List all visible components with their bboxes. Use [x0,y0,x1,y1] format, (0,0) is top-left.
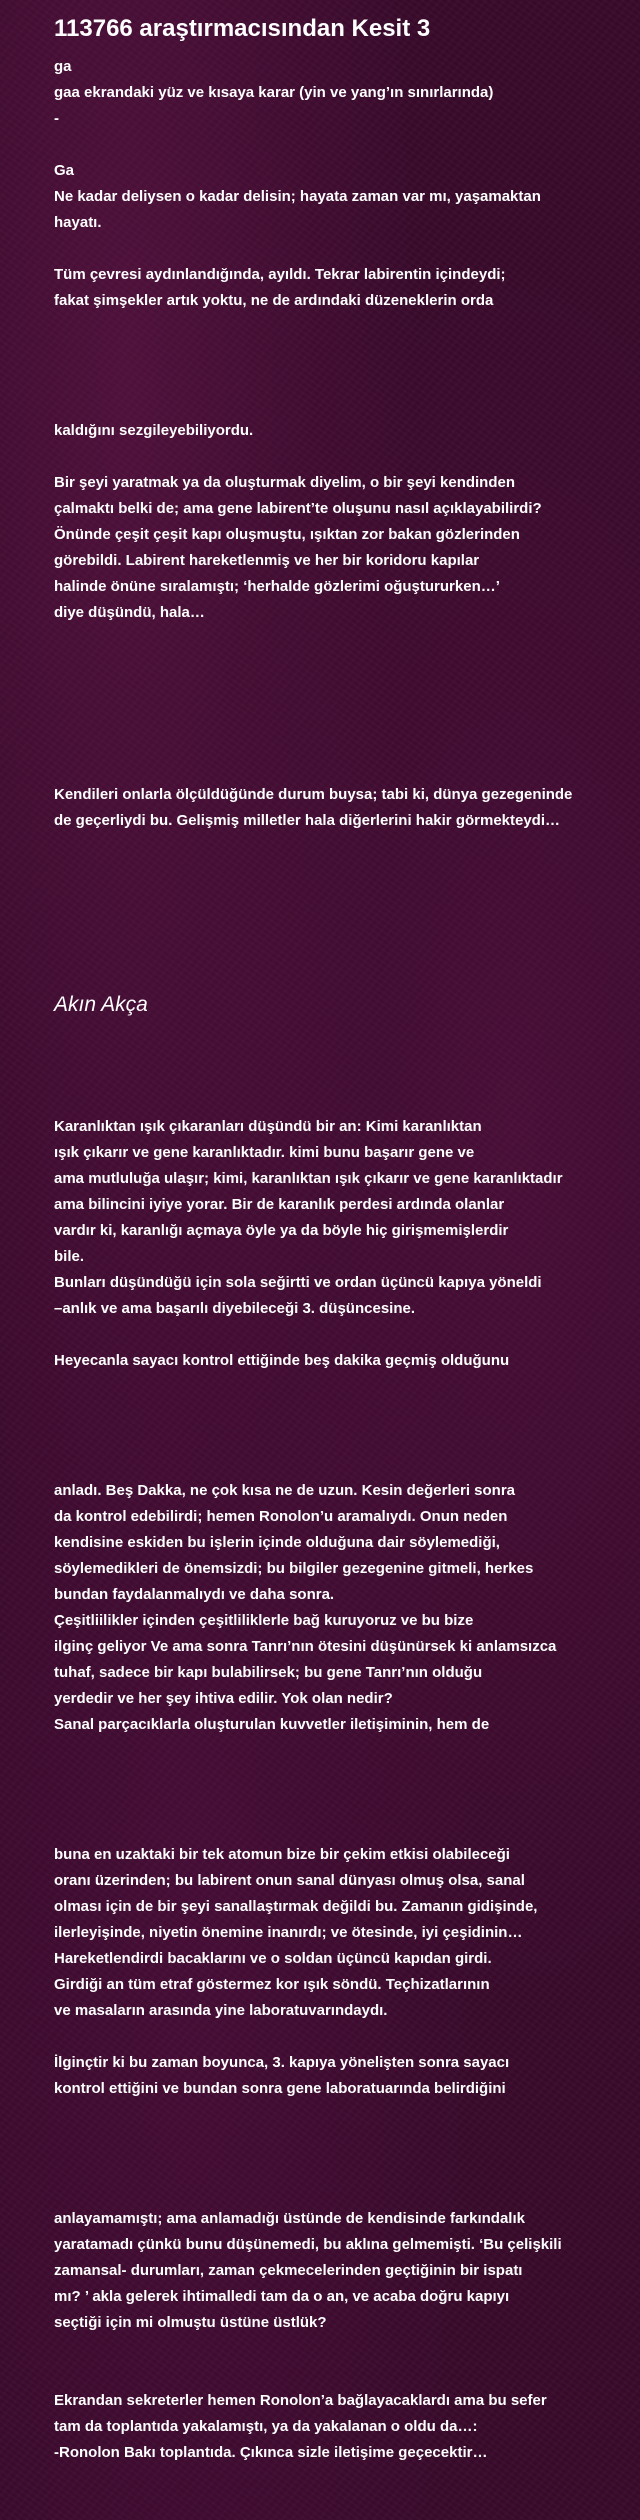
text-line: halinde önüne sıralamıştı; ‘herhalde gözlerimi oğuştururken…’ [54,578,500,595]
text-line: kendisine eskiden bu işlerin içinde olduğuna dair söylemediği, [54,1534,500,1551]
text-line: olması için de bir şeyi sanallaştırmak değildi bu. Zamanın gidişinde, [54,1898,538,1915]
text-line: –anlık ve ama başarılı diyebileceği 3. düşüncesine. [54,1300,416,1317]
text-line: söylemedikleri de önemsizdi; bu bilgiler gezegenine gitmeli, herkes [54,1560,534,1577]
text-line: kaldığını sezgileyebiliyordu. [54,422,254,439]
text-line: ilerleyişinde, niyetin önemine inanırdı; ve ötesinde, iyi çeşidinin… [54,1924,523,1941]
text-line: oranı üzerinden; bu labirent onun sanal dünyası olmuş olsa, sanal [54,1872,525,1889]
paragraph-block-5 [54,1478,634,1738]
text-line: Önünde çeşit çeşit kapı oluşmuştu, ışıktan zor bakan gözlerinden [54,526,520,543]
text-line: fakat şimşekler artık yoktu, ne de ardındaki düzeneklerin orda [54,292,494,309]
text-line: Heyecanla sayacı kontrol ettiğinde beş dakika geçmiş olduğunu [54,1352,510,1369]
author-name: Akın Akça [54,993,148,1016]
text-line: Ekrandan sekreterler hemen Ronolon’a bağlayacaklardı ama bu sefer [54,2392,547,2409]
text-line: Çeşitliilikler içinden çeşitliliklerle bağ kuruyoruz ve bu bize [54,1612,474,1629]
text-line: Ne kadar deliysen o kadar delisin; hayata zaman var mı, yaşamaktan [54,188,541,205]
text-line: anladı. Beş Dakka, ne çok kısa ne de uzun. Kesin değerleri sonra [54,1482,516,1499]
text-line: İlginçtir ki bu zaman boyunca, 3. kapıya yönelişten sonra sayacı [54,2054,510,2071]
text-line: yaratamadı çünkü bunu düşünemedi, bu aklına gelmemişti. ‘Bu çelişkili [54,2236,562,2253]
text-line: Bunları düşündüğü için sola seğirtti ve ordan üçüncü kapıya yöneldi [54,1274,542,1291]
text-line: diye düşündü, hala… [54,604,205,621]
text-line: da kontrol edebilirdi; hemen Ronolon’u aramalıydı. Onun neden [54,1508,508,1525]
text-line: Ga [54,162,75,179]
article [54,12,634,2466]
paragraph-block-1 [54,54,634,314]
text-line: bile. [54,1248,85,1265]
text-line: ama mutluluğa ulaşır; kimi, karanlıktan ışık çıkarır ve gene karanlıktadır [54,1170,563,1187]
text-line: -Ronolon Bakı toplantıda. Çıkınca sizle iletişime geçecektir… [54,2444,488,2461]
text-line: ışık çıkarır ve gene karanlıktadır. kimi bunu başarır gene ve [54,1144,475,1161]
text-line: zamansal- durumları, zaman çekmecelerinden geçtiğinin bir ispatı [54,2262,523,2279]
text-line: Kendileri onlarla ölçüldüğünde durum buysa; tabi ki, dünya gezegeninde [54,786,573,803]
text-line: çalmaktı belki de; ama gene labirent’te oluşunu nasıl açıklayabilirdi? [54,500,542,517]
paragraph-block-2 [54,418,634,626]
text-line: Girdiği an tüm etraf göstermez kor ışık söndü. Teçhizatlarının [54,1976,490,1993]
text-line: buna en uzaktaki bir tek atomun bize bir çekim etkisi olabileceği [54,1846,510,1863]
page-title: 113766 araştırmacısından Kesit 3 [54,15,431,42]
paragraph-block-7 [54,2206,634,2336]
text-line: hayatı. [54,214,102,231]
text-line: ama bilincini iyiye yorar. Bir de karanlık perdesi ardında olanlar [54,1196,505,1213]
text-line: Tüm çevresi aydınlandığında, ayıldı. Tekrar labirentin içindeydi; [54,266,506,283]
paragraph-block-8 [54,2388,634,2466]
text-line: ga [54,58,72,75]
text-line: Karanlıktan ışık çıkaranları düşündü bir an: Kimi karanlıktan [54,1118,482,1135]
paragraph-block-4 [54,1114,634,1374]
text-line: vardır ki, karanlığı açmaya öyle ya da böyle hiç girişmemişlerdir [54,1222,509,1239]
text-line: tuhaf, sadece bir kapı bulabilirsek; bu gene Tanrı’nın olduğu [54,1664,483,1681]
text-line: anlayamamıştı; ama anlamadığı üstünde de kendisinde farkındalık [54,2210,525,2227]
paragraph-block-6 [54,1842,634,2102]
text-line: gaa ekrandaki yüz ve kısaya karar (yin ve yang’ın sınırlarında) [54,84,494,101]
text-line: bundan faydalanmalıydı ve daha sonra. [54,1586,335,1603]
text-line: yerdedir ve her şey ihtiva edilir. Yok olan nedir? [54,1690,393,1707]
text-line: kontrol ettiğini ve bundan sonra gene laboratuarında belirdiğini [54,2080,506,2097]
text-line: tam da toplantıda yakalamıştı, ya da yakalanan o oldu da…: [54,2418,478,2435]
text-line: Bir şeyi yaratmak ya da oluşturmak diyelim, o bir şeyi kendinden [54,474,516,491]
text-line: mı? ’ akla gelerek ihtimalledi tam da o an, ve acaba doğru kapıyı [54,2288,510,2305]
text-line: - [54,110,59,127]
text-line: ve masaların arasında yine laboratuvarındaydı. [54,2002,388,2019]
text-line: Hareketlendirdi bacaklarını ve o soldan üçüncü kapıdan girdi. [54,1950,492,1967]
text-line: Sanal parçacıklarla oluşturulan kuvvetler iletişiminin, hem de [54,1716,490,1733]
text-line: de geçerliydi bu. Gelişmiş milletler hala diğerlerini hakir görmekteydi… [54,812,561,829]
text-line: seçtiği için mi olmuştu üstüne üstlük? [54,2314,327,2331]
text-line: görebildi. Labirent hareketlenmiş ve her bir koridoru kapılar [54,552,480,569]
text-line: ilginç geliyor Ve ama sonra Tanrı’nın ötesini düşünürsek ki anlamsızca [54,1638,557,1655]
paragraph-block-3 [54,782,634,834]
